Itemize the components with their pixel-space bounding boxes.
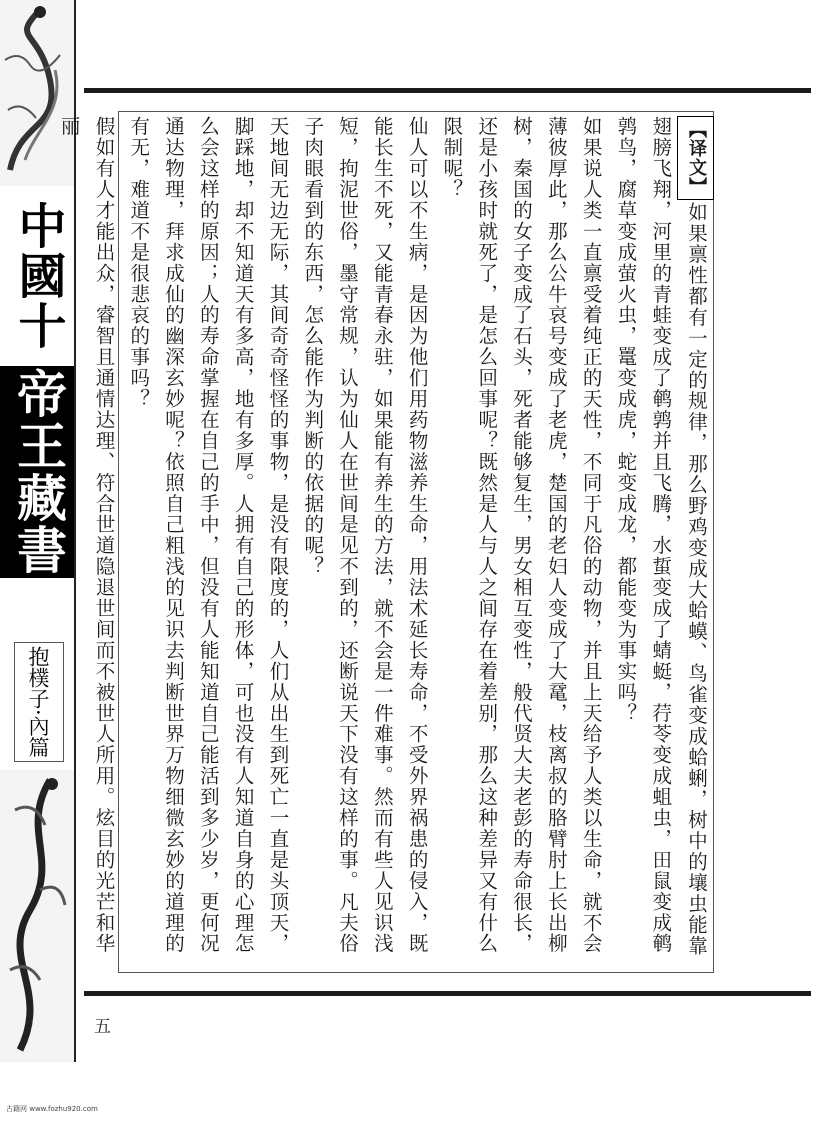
translation-body <box>57 116 714 968</box>
page-number: 五 <box>94 1017 111 1037</box>
paragraph: 假如有人才能出众，睿智且通情达理、符合世道隐退世间而不被世人所用。炫目的光芒和华丽 <box>57 116 116 954</box>
section-heading: 【译文】 <box>677 116 714 200</box>
paragraph: 如果说人类一直禀受着纯正的天性，不同于凡俗的动物，并且上天给予人类以生命，就不会薄彼厚此，那么公牛哀号变成了老虎，楚国的老妇人变成了大鼋，枝离叔的胳臂肘上长出柳树，秦国的女子变成了石头，死者能够复生，男女相互变性，般代贤大夫老彭的寿命很长，还是小孩时就死了，是怎么回事呢？既然是人与人之间存在着差别，那么这种差异又有什么限制呢？ <box>440 116 603 954</box>
series-title-bottom: 帝王藏書 <box>0 366 76 578</box>
paragraph: 天地间无边无际，其间奇奇怪怪的事物，是没有限度的，人们从出生到死亡一直是头顶天，脚踩地，却不知道天有多高，地有多厚。人拥有自己的形体，可也没有人知道自身的心理怎么会这样的原因；人的寿命掌握在自己的手中，但没有人能知道自己能活到多少岁，更何况通达物理，拜求成仙的幽深玄妙呢？依照自己粗浅的见识去判断世界万物细微玄妙的道理的有无，难道不是很悲哀的事吗？ <box>127 116 290 954</box>
bottom-rule <box>84 991 811 996</box>
paragraph: 仙人可以不生病，是因为他们用药物滋养生命，用法术延长寿命，不受外界祸患的侵入，既能长生不死，又能青春永驻，如果能有养生的方法，就不会是一件难事。然而有些人见识浅短，拘泥世俗，墨守常规，认为仙人在世间是见不到的，还断说天下没有这样的事。凡夫俗子肉眼看到的东西，怎么能作为判断的依据的呢？ <box>301 116 429 954</box>
paragraph: 如果禀性都有一定的规律，那么野鸡变成大蛤蟆、鸟雀变成蛤蜊，树中的壤虫能靠翅膀飞翔，河里的青蛙变成了鹌鹑并且飞腾，水蜇变成了蜻蜓，荇苓变成蛆虫，田鼠变成鹌鹑鸟，腐草变成萤火虫，鼍变成虎，蛇变成龙，都能变为事实吗？ <box>614 116 708 957</box>
top-rule <box>84 88 811 93</box>
book-title: 抱樸子·內篇 <box>14 642 64 762</box>
footer-watermark: 古籍网 www.fozhu920.com <box>6 1105 98 1113</box>
series-title-top: 中國十 <box>0 186 76 366</box>
